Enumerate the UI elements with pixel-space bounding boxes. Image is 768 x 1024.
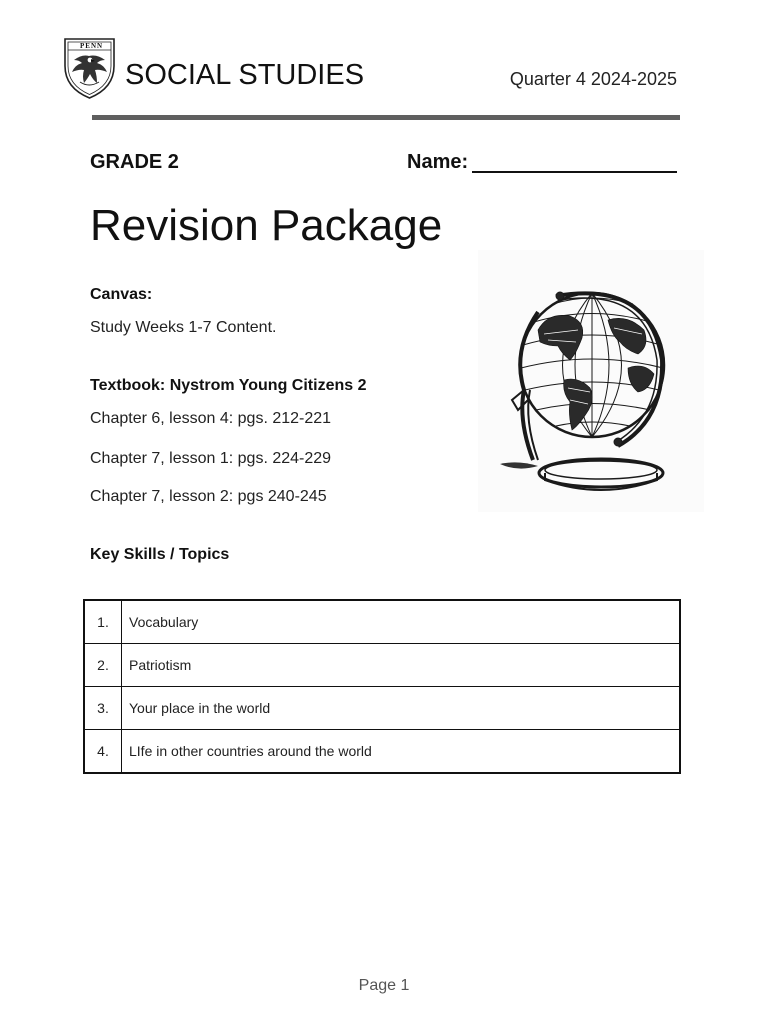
globe-illustration	[478, 250, 704, 512]
chapter-item: Chapter 6, lesson 4: pgs. 212-221	[90, 410, 332, 427]
row-topic: Vocabulary	[122, 600, 681, 644]
skills-heading: Key Skills / Topics	[90, 546, 230, 563]
canvas-heading: Canvas:	[90, 286, 153, 303]
canvas-text: Study Weeks 1-7 Content.	[90, 319, 277, 336]
row-number: 3.	[84, 687, 122, 730]
quarter-label: Quarter 4 2024-2025	[509, 69, 677, 89]
topics-table	[83, 599, 681, 774]
globe-icon	[478, 250, 704, 512]
row-topic: Your place in the world	[122, 687, 681, 730]
row-topic: LIfe in other countries around the world	[122, 730, 681, 774]
row-number: 4.	[84, 730, 122, 774]
table-row	[84, 600, 680, 644]
chapter-item: Chapter 7, lesson 2: pgs 240-245	[90, 488, 327, 505]
table-row	[84, 644, 680, 687]
header-divider	[92, 115, 680, 120]
page-title: Revision Package	[90, 201, 443, 250]
textbook-heading: Textbook: Nystrom Young Citizens 2	[90, 377, 367, 394]
row-topic: Patriotism	[122, 644, 681, 687]
chapter-item: Chapter 7, lesson 1: pgs. 224-229	[90, 450, 332, 467]
page-number: Page 1	[358, 977, 410, 994]
row-number: 1.	[84, 600, 122, 644]
row-number: 2.	[84, 644, 122, 687]
subject-title: SOCIAL STUDIES	[125, 59, 365, 91]
name-label: Name:	[407, 151, 469, 173]
table-row	[84, 687, 680, 730]
grade-label: GRADE 2	[90, 151, 179, 173]
crest-text: PENN	[80, 42, 104, 50]
school-crest-logo	[62, 36, 117, 101]
name-field-line[interactable]	[472, 171, 677, 173]
table-row	[84, 730, 680, 774]
